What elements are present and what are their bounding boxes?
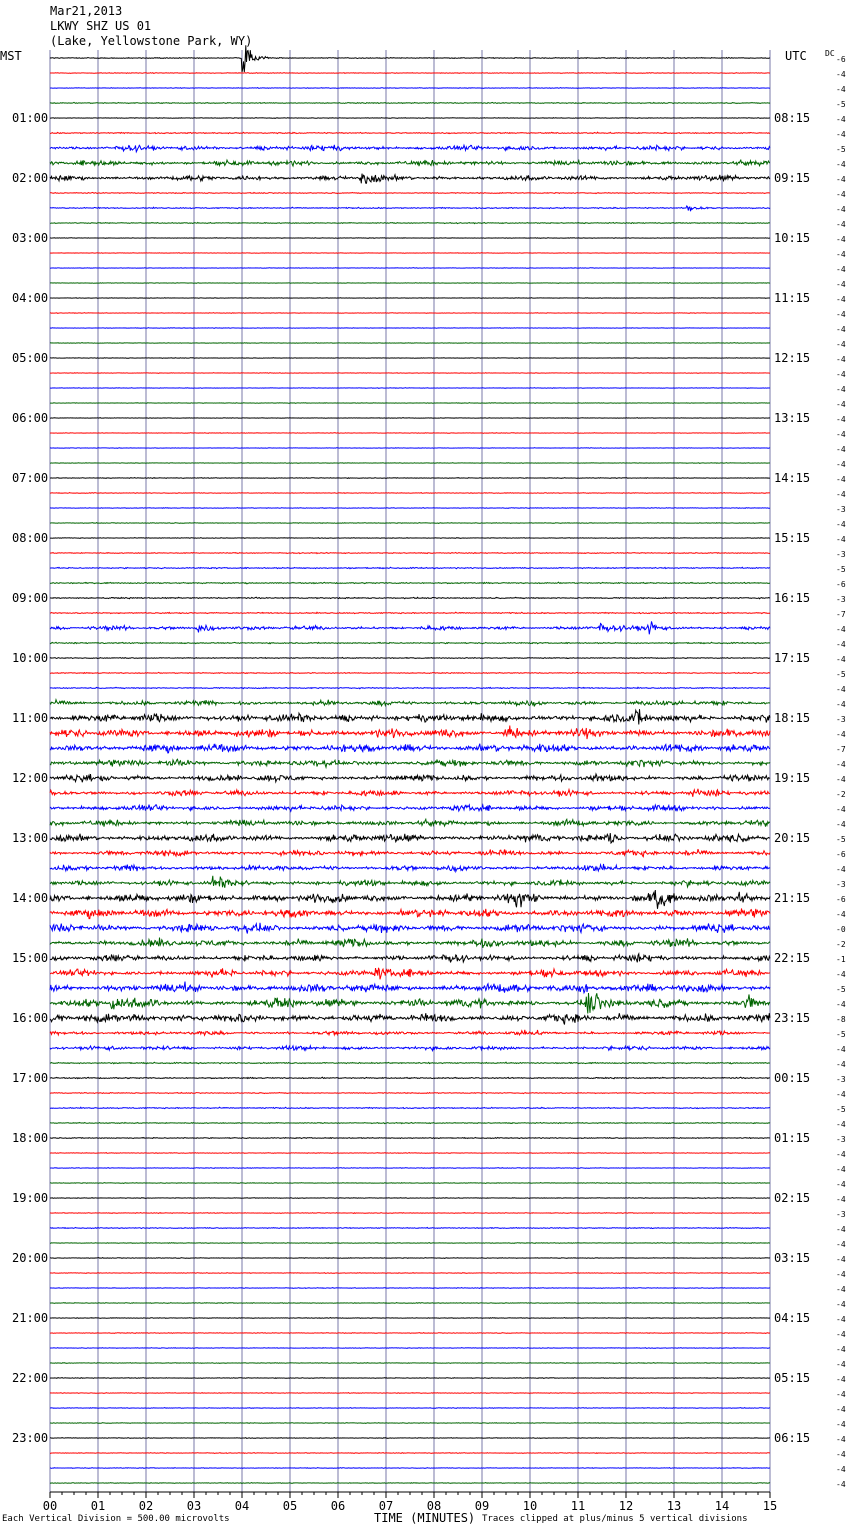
trace-line: [50, 523, 770, 524]
hour-label-left: 10:00: [12, 651, 49, 665]
hour-label-right: 19:15: [774, 771, 811, 785]
trace-line: [50, 358, 770, 359]
trace-line: [50, 328, 770, 329]
trace-line: [50, 864, 770, 872]
hour-label-right: 14:15: [774, 471, 811, 485]
x-tick-label: 02: [138, 1499, 154, 1513]
trace-line: [50, 433, 770, 434]
x-tick-label: 04: [234, 1499, 250, 1513]
trace-line: [50, 876, 770, 888]
trace-line: [50, 621, 770, 634]
hour-label-left: 06:00: [12, 411, 49, 425]
hour-label-left: 16:00: [12, 1011, 49, 1025]
dc-offset-label: -4: [836, 970, 846, 979]
hour-label-left: 12:00: [12, 771, 49, 785]
trace-line: [50, 805, 770, 812]
dc-offset-label: -4: [836, 1060, 846, 1069]
hour-label-right: 08:15: [774, 111, 811, 125]
dc-offset-label: -4: [836, 280, 846, 289]
trace-line: [50, 789, 770, 797]
dc-offset-label: -4: [836, 640, 846, 649]
hour-label-right: 10:15: [774, 231, 811, 245]
hour-label-left: 11:00: [12, 711, 49, 725]
trace-line: [50, 553, 770, 554]
trace-line: [50, 774, 770, 782]
dc-offset-label: -4: [836, 1480, 846, 1489]
dc-offset-label: -6: [836, 55, 846, 64]
dc-offset-label: -4: [836, 535, 846, 544]
trace-line: [50, 283, 770, 284]
dc-offset-label: -4: [836, 130, 846, 139]
dc-offset-label: -4: [836, 1150, 846, 1159]
trace-line: [50, 968, 770, 980]
trace-line: [50, 145, 770, 152]
dc-offset-label: -4: [836, 370, 846, 379]
trace-line: [50, 1393, 770, 1394]
trace-line: [50, 1318, 770, 1319]
trace-line: [50, 45, 770, 72]
trace-line: [50, 478, 770, 479]
trace-line: [50, 403, 770, 404]
hour-label-right: 02:15: [774, 1191, 811, 1205]
trace-line: [50, 174, 770, 184]
trace-line: [50, 253, 770, 254]
trace-line: [50, 612, 770, 614]
trace-line: [50, 700, 770, 706]
dc-offset-label: -1: [836, 955, 846, 964]
hour-label-left: 15:00: [12, 951, 49, 965]
dc-offset-label: -4: [836, 1240, 846, 1249]
dc-offset-label: -4: [836, 445, 846, 454]
dc-offset-label: -4: [836, 1120, 846, 1129]
trace-line: [50, 343, 770, 344]
dc-offset-label: -5: [836, 835, 846, 844]
dc-offset-label: -4: [836, 490, 846, 499]
dc-offset-label: -5: [836, 100, 846, 109]
hour-label-left: 22:00: [12, 1371, 49, 1385]
trace-line: [50, 1243, 770, 1244]
hour-label-left: 17:00: [12, 1071, 49, 1085]
trace-line: [50, 73, 770, 74]
x-axis-title: TIME (MINUTES): [374, 1511, 476, 1525]
dc-offset-label: -4: [836, 160, 846, 169]
hour-label-left: 21:00: [12, 1311, 49, 1325]
trace-line: [50, 1198, 770, 1199]
dc-offset-label: -4: [836, 340, 846, 349]
dc-offset-label: -7: [836, 610, 846, 619]
dc-offset-label: -4: [836, 205, 846, 214]
trace-line: [50, 192, 770, 193]
dc-offset-label: -6: [836, 580, 846, 589]
hour-label-right: 15:15: [774, 531, 811, 545]
dc-offset-label: -4: [836, 1165, 846, 1174]
trace-line: [50, 1303, 770, 1304]
trace-line: [50, 222, 770, 223]
trace-line: [50, 759, 770, 767]
trace-line: [50, 923, 770, 934]
trace-line: [50, 819, 770, 826]
dc-offset-label: -4: [836, 1450, 846, 1459]
dc-offset-label: -2: [836, 940, 846, 949]
trace-line: [50, 448, 770, 449]
hour-label-right: 11:15: [774, 291, 811, 305]
dc-offset-label: -4: [836, 430, 846, 439]
dc-offset-label: -7: [836, 745, 846, 754]
hour-label-left: 08:00: [12, 531, 49, 545]
trace-line: [50, 102, 770, 103]
trace-line: [50, 388, 770, 389]
dc-offset-label: -0: [836, 925, 846, 934]
dc-offset-label: -3: [836, 715, 846, 724]
x-tick-label: 14: [714, 1499, 730, 1513]
hour-label-left: 13:00: [12, 831, 49, 845]
x-tick-label: 01: [90, 1499, 106, 1513]
dc-offset-label: -4: [836, 655, 846, 664]
dc-offset-label: -4: [836, 1270, 846, 1279]
trace-line: [50, 1378, 770, 1379]
trace-line: [50, 849, 770, 857]
trace-line: [50, 373, 770, 374]
header-location: (Lake, Yellowstone Park, WY): [50, 34, 253, 48]
dc-offset-label: -4: [836, 1045, 846, 1054]
dc-offset-label: -4: [836, 85, 846, 94]
dc-offset-label: -4: [836, 1285, 846, 1294]
trace-line: [50, 298, 770, 299]
trace-line: [50, 642, 770, 643]
footer-scale-note: Each Vertical Division = 500.00 microvolts: [2, 1514, 230, 1524]
trace-line: [50, 597, 770, 599]
dc-offset-label: -4: [836, 685, 846, 694]
dc-offset-label: -4: [836, 1180, 846, 1189]
dc-offset-label: -4: [836, 805, 846, 814]
trace-line: [50, 1453, 770, 1454]
hour-label-left: 02:00: [12, 171, 49, 185]
trace-line: [50, 1438, 770, 1439]
trace-line: [50, 1423, 770, 1424]
dc-offset-label: -4: [836, 355, 846, 364]
dc-offset-label: -4: [836, 1255, 846, 1264]
dc-offset-label: -4: [836, 625, 846, 634]
dc-offset-label: -4: [836, 310, 846, 319]
trace-line: [50, 1468, 770, 1469]
dc-offset-label: -4: [836, 415, 846, 424]
dc-offset-label: -4: [836, 910, 846, 919]
hour-label-right: 06:15: [774, 1431, 811, 1445]
dc-offset-label: -8: [836, 1015, 846, 1024]
dc-offset-label: -4: [836, 250, 846, 259]
hour-label-left: 18:00: [12, 1131, 49, 1145]
dc-offset-label: -4: [836, 1405, 846, 1414]
dc-offset-label: -4: [836, 1300, 846, 1309]
hour-label-right: 18:15: [774, 711, 811, 725]
trace-line: [50, 833, 770, 843]
trace-line: [50, 1213, 770, 1214]
trace-line: [50, 1062, 770, 1064]
dc-offset-label: -3: [836, 1210, 846, 1219]
hour-label-right: 12:15: [774, 351, 811, 365]
dc-offset-label: -4: [836, 460, 846, 469]
trace-line: [50, 160, 770, 166]
dc-offset-label: -4: [836, 1360, 846, 1369]
dc-offset-label: -6: [836, 895, 846, 904]
trace-line: [50, 88, 770, 89]
x-tick-label: 11: [570, 1499, 586, 1513]
dc-offset-label: -4: [836, 1330, 846, 1339]
dc-offset-label: -4: [836, 385, 846, 394]
hour-label-left: 09:00: [12, 591, 49, 605]
trace-line: [50, 1153, 770, 1154]
hour-label-right: 20:15: [774, 831, 811, 845]
trace-line: [50, 206, 770, 211]
trace-line: [50, 726, 770, 740]
dc-offset-label: -4: [836, 115, 846, 124]
dc-offset-label: -4: [836, 235, 846, 244]
dc-offset-label: -4: [836, 70, 846, 79]
dc-offset-label: -4: [836, 1420, 846, 1429]
trace-line: [50, 1107, 770, 1109]
trace-line: [50, 1288, 770, 1289]
hour-label-right: 04:15: [774, 1311, 811, 1325]
hour-label-left: 20:00: [12, 1251, 49, 1265]
dc-offset-label: -2: [836, 790, 846, 799]
footer-clip-note: Traces clipped at plus/minus 5 vertical divisions: [482, 1514, 748, 1524]
trace-line: [50, 1168, 770, 1169]
x-tick-label: 12: [618, 1499, 634, 1513]
trace-line: [50, 1077, 770, 1079]
trace-line: [50, 1183, 770, 1184]
trace-line: [50, 238, 770, 239]
dc-offset-label: -4: [836, 865, 846, 874]
trace-line: [50, 909, 770, 919]
trace-line: [50, 672, 770, 673]
trace-line: [50, 1122, 770, 1123]
dc-offset-label: -5: [836, 670, 846, 679]
dc-offset-label: -4: [836, 1000, 846, 1009]
hour-label-left: 19:00: [12, 1191, 49, 1205]
x-tick-label: 13: [666, 1499, 682, 1513]
left-timezone-label: MST: [0, 49, 22, 63]
x-tick-label: 03: [186, 1499, 202, 1513]
trace-line: [50, 1138, 770, 1139]
hour-label-right: 23:15: [774, 1011, 811, 1025]
dc-offset-label: -4: [836, 700, 846, 709]
trace-line: [50, 1227, 770, 1228]
trace-line: [50, 1046, 770, 1051]
dc-offset-label: -5: [836, 565, 846, 574]
dc-offset-label: -4: [836, 175, 846, 184]
hour-label-right: 21:15: [774, 891, 811, 905]
trace-line: [50, 687, 770, 689]
trace-line: [50, 1030, 770, 1035]
trace-line: [50, 744, 770, 753]
trace-line: [50, 709, 770, 724]
trace-line: [50, 1013, 770, 1024]
trace-line: [50, 582, 770, 584]
trace-line: [50, 567, 770, 569]
trace-line: [50, 993, 770, 1014]
dc-offset-label: -4: [836, 295, 846, 304]
dc-offset-label: -4: [836, 1390, 846, 1399]
dc-offset-label: -5: [836, 145, 846, 154]
hour-label-right: 16:15: [774, 591, 811, 605]
hour-label-left: 01:00: [12, 111, 49, 125]
dc-offset-label: -4: [836, 760, 846, 769]
hour-label-left: 05:00: [12, 351, 49, 365]
dc-offset-label: -6: [836, 850, 846, 859]
hour-label-right: 05:15: [774, 1371, 811, 1385]
dc-offset-label: -4: [836, 1345, 846, 1354]
trace-line: [50, 938, 770, 948]
dc-offset-label: -4: [836, 265, 846, 274]
dc-offset-label: -4: [836, 1435, 846, 1444]
dc-offset-label: -4: [836, 325, 846, 334]
x-tick-label: 15: [762, 1499, 778, 1513]
x-tick-label: 10: [522, 1499, 538, 1513]
hour-label-left: 04:00: [12, 291, 49, 305]
trace-line: [50, 118, 770, 119]
hour-label-right: 00:15: [774, 1071, 811, 1085]
trace-line: [50, 418, 770, 419]
hour-label-left: 23:00: [12, 1431, 49, 1445]
trace-line: [50, 1273, 770, 1274]
hour-label-right: 09:15: [774, 171, 811, 185]
trace-line: [50, 954, 770, 963]
trace-line: [50, 508, 770, 509]
dc-offset-label: -3: [836, 505, 846, 514]
hour-label-left: 07:00: [12, 471, 49, 485]
dc-header-label: DC: [825, 49, 835, 58]
dc-offset-label: -4: [836, 400, 846, 409]
trace-line: [50, 1363, 770, 1364]
dc-offset-label: -5: [836, 1105, 846, 1114]
trace-line: [50, 1092, 770, 1093]
trace-line: [50, 132, 770, 133]
dc-offset-label: -3: [836, 595, 846, 604]
dc-offset-label: -5: [836, 985, 846, 994]
trace-line: [50, 268, 770, 269]
dc-offset-label: -4: [836, 475, 846, 484]
hour-label-right: 03:15: [774, 1251, 811, 1265]
trace-line: [50, 1483, 770, 1484]
header-date: Mar21,2013: [50, 4, 123, 18]
trace-line: [50, 1258, 770, 1259]
trace-line: [50, 982, 770, 993]
dc-offset-label: -4: [836, 520, 846, 529]
x-tick-label: 05: [282, 1499, 298, 1513]
hour-label-right: 17:15: [774, 651, 811, 665]
hour-label-right: 22:15: [774, 951, 811, 965]
dc-offset-label: -4: [836, 1195, 846, 1204]
x-tick-label: 07: [378, 1499, 394, 1513]
dc-offset-label: -3: [836, 550, 846, 559]
trace-line: [50, 538, 770, 539]
trace-line: [50, 493, 770, 494]
x-tick-label: 09: [474, 1499, 490, 1513]
dc-offset-label: -4: [836, 1465, 846, 1474]
dc-offset-label: -4: [836, 775, 846, 784]
dc-offset-label: -4: [836, 1315, 846, 1324]
hour-label-right: 01:15: [774, 1131, 811, 1145]
dc-offset-label: -4: [836, 730, 846, 739]
dc-offset-label: -3: [836, 1075, 846, 1084]
dc-offset-label: -3: [836, 880, 846, 889]
dc-offset-label: -4: [836, 820, 846, 829]
trace-line: [50, 463, 770, 464]
trace-line: [50, 1333, 770, 1334]
dc-offset-label: -4: [836, 220, 846, 229]
trace-line: [50, 1408, 770, 1409]
dc-offset-label: -4: [836, 1225, 846, 1234]
header-station: LKWY SHZ US 01: [50, 19, 152, 33]
x-tick-label: 00: [42, 1499, 58, 1513]
trace-line: [50, 313, 770, 314]
dc-offset-label: -5: [836, 1030, 846, 1039]
dc-offset-label: -4: [836, 190, 846, 199]
dc-offset-label: -4: [836, 1090, 846, 1099]
trace-line: [50, 1348, 770, 1349]
dc-offset-label: -4: [836, 1375, 846, 1384]
x-tick-label: 06: [330, 1499, 346, 1513]
trace-line: [50, 890, 770, 909]
dc-offset-label: -3: [836, 1135, 846, 1144]
x-tick-label: 08: [426, 1499, 442, 1513]
right-timezone-label: UTC: [785, 49, 807, 63]
hour-label-left: 14:00: [12, 891, 49, 905]
hour-label-left: 03:00: [12, 231, 49, 245]
hour-label-right: 13:15: [774, 411, 811, 425]
trace-line: [50, 657, 770, 658]
